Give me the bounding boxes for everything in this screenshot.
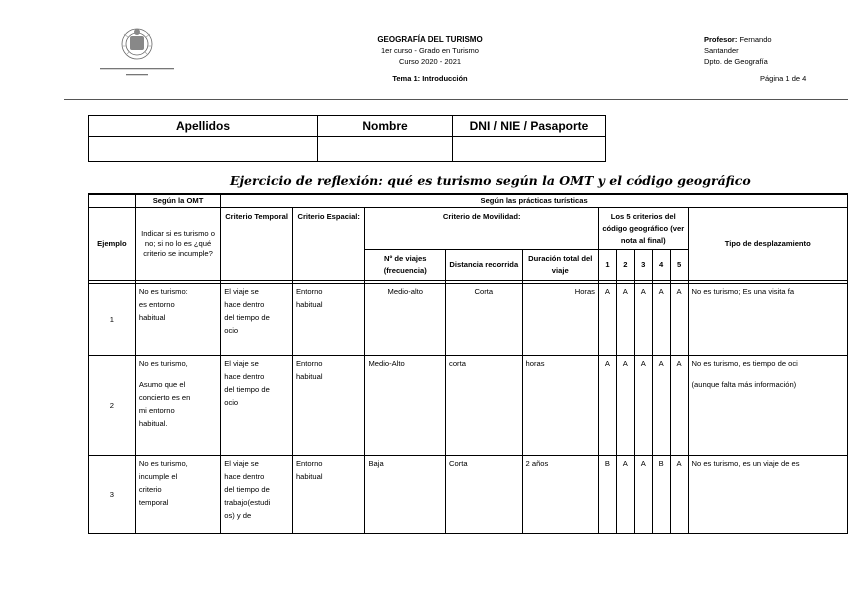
exercise-table-wrap [88,193,848,553]
temporal-answer-line: ocio [224,398,239,407]
nombre-field[interactable] [318,137,453,162]
table-row [89,356,848,456]
criterio-5-answer: A [670,456,688,534]
department: Dpto. de Geografía [704,57,768,66]
topic-title: Tema 1: Introducción [392,74,468,83]
course-title: GEOGRAFÍA DEL TURISMO [377,35,483,44]
tipo-desplazamiento-header: Tipo de desplazamiento [688,208,847,281]
professor-last: Santander [704,46,739,55]
omt-answer-line: habitual. [138,419,168,428]
distancia-answer: Corta [446,456,522,534]
omt-answer-line: es entorno [138,300,175,309]
omt-answer-line: concierto es en [138,393,191,402]
temporal-answer-line: del tiempo de [224,385,270,394]
table-row [89,456,848,534]
temporal-answer-line: trabajo(estudi [224,498,271,507]
omt-answer-line: criterio [138,485,162,494]
distancia-header: Distancia recorrida [446,250,522,281]
temporal-answer-line: El viaje se [224,459,259,468]
student-id-table [88,115,606,162]
espacial-answer [292,284,365,356]
tipo-answer-line: No es turismo, es un viaje de es [691,459,800,468]
criterio-2-answer: A [616,456,634,534]
temporal-answer [221,356,293,456]
criterio-2-answer: A [616,356,634,456]
omt-subheader: Indicar si es turismo o no; si no lo es ¿qué criterio se incumple? [135,208,220,281]
course-line: 1er curso - Grado en Turismo [381,46,479,55]
ejemplo-number: 1 [89,284,136,356]
ejemplo-number: 2 [89,356,136,456]
professor-block [704,34,844,84]
page-number: Página 1 de 4 [760,74,807,83]
espacial-answer-line: Entorno [295,459,323,468]
criterio-5-answer: A [670,356,688,456]
professor-first: Fernando [739,35,772,44]
temporal-answer-line: hace dentro [224,300,265,309]
criterio-2-header: 2 [616,250,634,281]
temporal-answer [221,456,293,534]
cinco-criterios-header: Los 5 criterios del código geográfico (ver nota al final) [598,208,688,250]
duracion-answer: horas [522,356,598,456]
espacial-answer-line: Entorno [295,287,323,296]
course-header [330,34,530,84]
criterio-3-answer: A [634,456,652,534]
omt-answer [135,356,220,456]
criterio-3-header: 3 [634,250,652,281]
criterio-5-header: 5 [670,250,688,281]
omt-header: Según la OMT [135,194,220,208]
temporal-answer-line: del tiempo de [224,485,270,494]
espacial-answer-line: Entorno [295,359,323,368]
criterio-1-answer: A [598,284,616,356]
temporal-answer-line: El viaje se [224,287,259,296]
viajes-answer: Baja [365,456,446,534]
dni-header: DNI / NIE / Pasaporte [453,116,606,137]
movilidad-header: Criterio de Movilidad: [365,208,599,250]
temporal-answer-line: ocio [224,326,239,335]
criterio-3-answer: A [634,356,652,456]
omt-answer [135,284,220,356]
dni-field[interactable] [453,137,606,162]
espacial-header: Criterio Espacial: [292,208,365,281]
criterio-4-answer: B [652,456,670,534]
exercise-title: Ejercicio de reflexión: qué es turismo según la OMT y el código geográfico [230,173,751,188]
criterio-1-header: 1 [598,250,616,281]
corner-cell [89,194,136,208]
omt-answer-line: Asumo que el [138,380,186,389]
criterio-1-answer: A [598,356,616,456]
temporal-answer-line: hace dentro [224,372,265,381]
viajes-answer: Medio-Alto [365,356,446,456]
espacial-answer [292,356,365,456]
tipo-answer [688,356,847,456]
apellidos-header: Apellidos [89,116,318,137]
espacial-answer-line: habitual [295,300,323,309]
criterio-4-answer: A [652,356,670,456]
distancia-answer: corta [446,356,522,456]
tipo-answer-line: No es turismo, es tiempo de oci [691,359,798,368]
tipo-answer [688,284,847,356]
table-body [89,284,848,534]
criterio-1-answer: B [598,456,616,534]
viajes-answer: Medio-alto [365,284,446,356]
espacial-answer [292,456,365,534]
ejemplo-number: 3 [89,456,136,534]
tipo-answer [688,456,847,534]
tipo-answer-line: No es turismo; Es una visita fa [691,287,795,296]
criterio-4-answer: A [652,284,670,356]
viajes-header: Nº de viajes (frecuencia) [365,250,446,281]
tipo-answer-line: (aunque falta más información) [691,380,797,389]
tipo-answer-line [692,370,844,378]
criterio-2-answer: A [616,284,634,356]
table-row [89,284,848,356]
temporal-answer-line: os) y de [224,511,252,520]
temporal-header: Criterio Temporal [221,208,293,281]
apellidos-field[interactable] [89,137,318,162]
duracion-header: Duración total del viaje [522,250,598,281]
year-line: Curso 2020 - 2021 [398,57,462,66]
criterio-5-answer: A [670,284,688,356]
temporal-answer-line: El viaje se [224,359,259,368]
omt-answer-line [139,370,217,378]
nombre-header: Nombre [318,116,453,137]
criterio-3-answer: A [634,284,652,356]
omt-answer-line: No es turismo, [138,459,188,468]
header-divider [64,99,848,100]
temporal-answer [221,284,293,356]
omt-answer-line: No es turismo: [138,287,188,296]
exercise-table [88,193,848,534]
temporal-answer-line: del tiempo de [224,313,270,322]
omt-answer-line: mi entorno [138,406,175,415]
omt-answer-line: incumple el [138,472,178,481]
temporal-answer-line: hace dentro [224,472,265,481]
distancia-answer: Corta [446,284,522,356]
omt-answer-line: No es turismo, [138,359,188,368]
omt-answer-line: temporal [138,498,169,507]
duracion-answer: 2 años [522,456,598,534]
espacial-answer-line: habitual [295,472,323,481]
duracion-answer: Horas [522,284,598,356]
omt-answer [135,456,220,534]
espacial-answer-line: habitual [295,372,323,381]
criterio-4-header: 4 [652,250,670,281]
ejemplo-header: Ejemplo [89,208,136,281]
practicas-header: Según las prácticas turísticas [221,194,848,208]
professor-label: Profesor: [704,35,738,44]
omt-answer-line: habitual [138,313,166,322]
university-logo [96,24,178,84]
